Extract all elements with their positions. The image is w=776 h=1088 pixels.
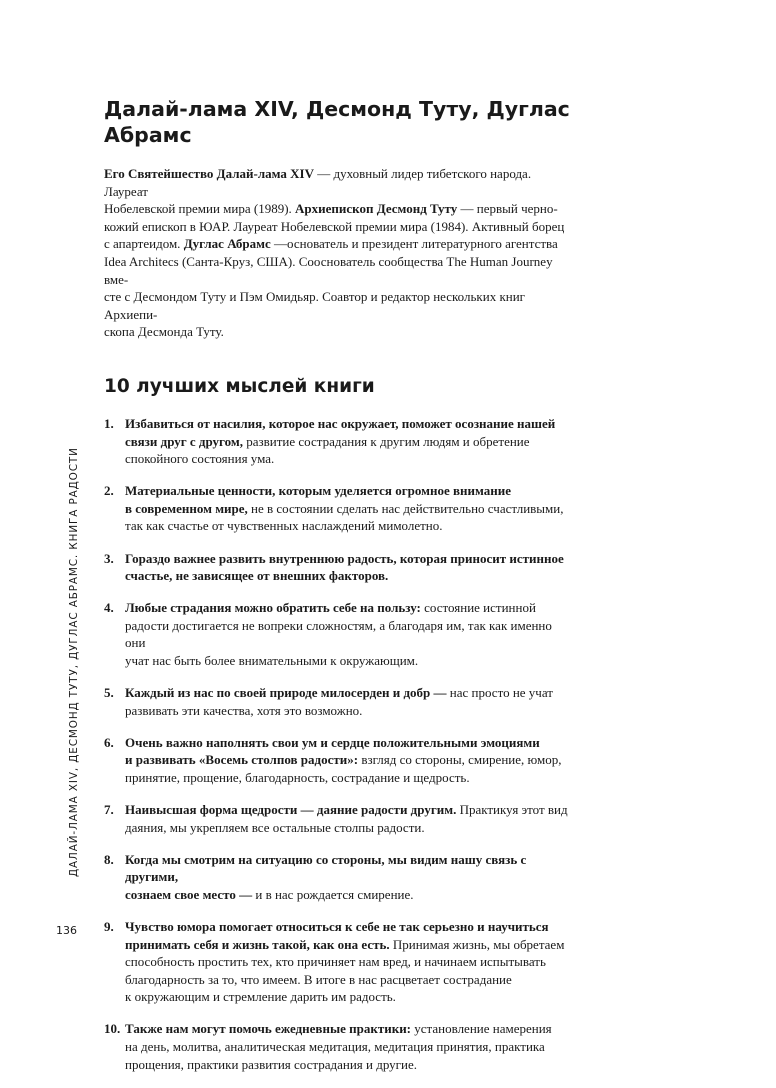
thought-text: состояние истинной — [420, 600, 536, 616]
thought-line — [125, 415, 574, 433]
thought-item-4 — [104, 599, 574, 669]
thought-item-2 — [104, 482, 574, 535]
bio-line: сте с Десмондом Туту и Пэм Омидьяр. Соавтор и редактор нескольких книг Архиепи- — [104, 289, 526, 322]
bio-line: скопа Десмонда Туту. — [104, 324, 224, 340]
top-thoughts-title: 10 лучших мыслей книги — [104, 375, 375, 397]
thought-text: не в состоянии сделать нас действительно счастливыми, — [247, 500, 564, 516]
thought-line: принятие, прощение, благодарность, сострадание и щедрость. — [125, 769, 470, 785]
thought-line: даяния, мы укрепляем все остальные столпы радости. — [125, 819, 425, 835]
thought-line — [125, 684, 574, 702]
thought-line — [125, 801, 574, 819]
thought-item-1 — [104, 415, 574, 468]
thoughts-list — [104, 415, 574, 1073]
thought-item-3 — [104, 550, 574, 585]
thought-bold: Гораздо важнее развить внутреннюю радость, которая приносит истинное — [125, 550, 564, 566]
thought-line: благодарность за то, что имеем. В итоге в нас расцветает сострадание — [125, 971, 512, 987]
page-number: 136 — [56, 924, 77, 937]
thought-number: 6. — [104, 734, 114, 750]
thought-line — [125, 936, 574, 954]
thought-item-7 — [104, 801, 574, 836]
thought-bold: Любые страдания можно обратить себе на пользу: — [125, 600, 421, 616]
thought-text: Практикуя этот вид — [456, 802, 568, 818]
bio-line — [104, 235, 566, 253]
thought-text: развитие сострадания к другим людям и обретение — [243, 433, 530, 449]
thought-number: 4. — [104, 600, 114, 616]
thought-line — [125, 851, 574, 886]
bio-name-dalai-lama: Его Святейшество Далай-лама XIV — [104, 166, 314, 181]
thought-number: 1. — [104, 415, 114, 431]
thought-bold: счастье, не зависящее от внешних факторов. — [125, 568, 389, 584]
thought-bold: Чувство юмора помогает относиться к себе не так серьезно и научиться — [125, 919, 549, 934]
thought-line: так как счастье от чувственных наслаждений мимолетно. — [125, 518, 443, 534]
thought-line — [125, 734, 574, 752]
thought-number: 8. — [104, 851, 114, 867]
thought-bold: Очень важно наполнять свои ум и сердце положительными эмоциями — [125, 734, 540, 750]
thought-line: к окружающим и стремление дарить им радость. — [125, 989, 396, 1005]
thought-line — [125, 751, 574, 769]
thought-text: взгляд со стороны, смирение, юмор, — [358, 752, 562, 768]
running-header-vertical: ДАЛАЙ-ЛАМА XIV, ДЕСМОНД ТУТУ, ДУГЛАС АБРАМС. КНИГА РАДОСТИ — [68, 447, 80, 877]
thought-bold: Также нам могут помочь ежедневные практики: — [125, 1021, 412, 1037]
thought-item-5 — [104, 684, 574, 719]
thought-bold: Наивысшая форма щедрости — даяние радости другим. — [125, 802, 457, 818]
bio-text: — духовный лидер тибетского народа. Лауреат — [104, 166, 532, 199]
thought-bold: сознаем свое место — — [125, 886, 253, 902]
bio-text: Нобелевской премии мира (1989). — [104, 201, 296, 217]
thought-line — [125, 482, 574, 500]
thought-item-8 — [104, 851, 574, 904]
thought-line — [125, 886, 574, 904]
thought-line — [125, 500, 574, 518]
bio-text: с апартеидом. — [104, 236, 184, 252]
thought-text: Принимая жизнь, мы обретаем — [389, 936, 565, 952]
thought-line: развивать эти качества, хотя это возможно. — [125, 702, 363, 718]
thought-bold: Материальные ценности, которым уделяется огромное внимание — [125, 483, 511, 499]
thought-number: 10. — [104, 1021, 121, 1037]
thought-number: 9. — [104, 919, 114, 934]
thought-line: радости достигается не вопреки сложностям, а благодаря им, так как именно они — [125, 617, 552, 651]
thought-line: на день, молитва, аналитическая медитация, медитация принятия, практика — [125, 1039, 545, 1055]
thought-line: спокойного состояния ума. — [125, 451, 275, 467]
bio-name-tutu: Архиепископ Десмонд Туту — [295, 201, 458, 217]
bio-line — [104, 165, 566, 200]
authors-title: Далай-лама XIV, Десмонд Туту, Дуглас Абрамс — [104, 97, 570, 147]
thought-item-6 — [104, 734, 574, 787]
thought-text: и в нас рождается смирение. — [252, 886, 414, 902]
thought-line — [125, 1020, 574, 1038]
thought-bold: Когда мы смотрим на ситуацию со стороны, мы видим нашу связь с другими, — [125, 851, 527, 885]
thought-item-10 — [104, 1020, 574, 1073]
thought-number: 5. — [104, 685, 114, 701]
thought-bold: в современном мире, — [125, 500, 248, 516]
thought-bold: связи друг с другом, — [125, 433, 243, 449]
thought-number: 7. — [104, 802, 114, 818]
page-content — [104, 96, 574, 1088]
thought-bold: и развивать «Восемь столпов радости»: — [125, 752, 359, 768]
thought-bold: Избавиться от насилия, которое нас окружает, поможет осознание нашей — [125, 415, 556, 431]
thought-bold: Каждый из нас по своей природе милосерден и добр — — [125, 685, 447, 701]
thought-text: установление намерения — [411, 1021, 552, 1037]
thought-line — [125, 918, 574, 936]
thought-number: 2. — [104, 483, 114, 499]
thought-line — [125, 550, 574, 568]
thought-line — [125, 433, 574, 451]
bio-line — [104, 200, 566, 218]
thought-line: способность простить тех, кто причиняет нам вред, и начинаем испытывать — [125, 954, 546, 970]
thought-bold: принимать себя и жизнь такой, как она есть. — [125, 936, 390, 952]
thought-line: учат нас быть более внимательными к окружающим. — [125, 652, 419, 668]
bio-line: кожий епископ в ЮАР. Лауреат Нобелевской премии мира (1984). Активный борец — [104, 218, 565, 234]
thought-text: нас просто не учат — [446, 685, 553, 701]
thought-line — [125, 567, 574, 585]
authors-bio — [104, 165, 566, 341]
thought-line: прощения, практики развития сострадания и другие. — [125, 1056, 417, 1072]
bio-line: Idea Architecs (Санта-Круз, США). Сооснователь сообщества The Human Journey вме- — [104, 253, 553, 287]
bio-text: — первый черно- — [457, 201, 558, 217]
thought-line — [125, 599, 574, 617]
thought-number: 3. — [104, 550, 114, 566]
thought-item-9 — [104, 918, 574, 1006]
bio-name-abrams: Дуглас Абрамс — [183, 236, 271, 252]
bio-text: —основатель и президент литературного агентства — [270, 236, 558, 252]
